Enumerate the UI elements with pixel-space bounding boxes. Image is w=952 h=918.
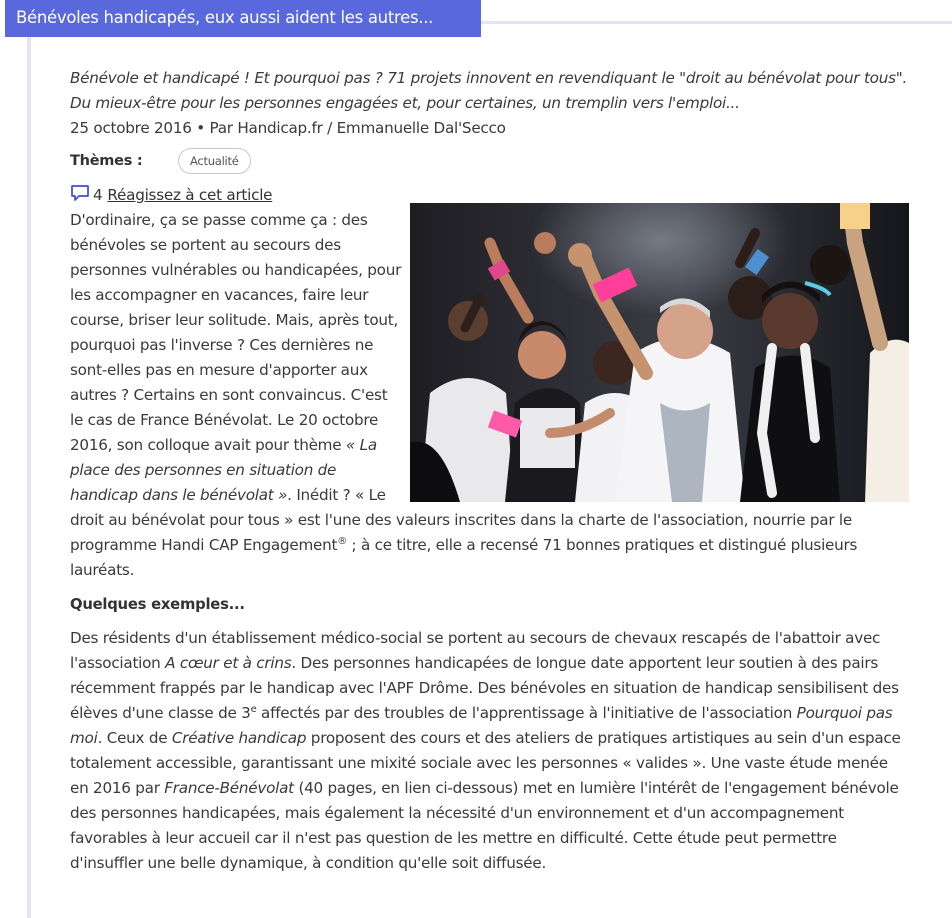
theme-tag-actualite[interactable]: Actualité [178, 148, 251, 174]
colloquium-theme: « La place des personnes en situation de handicap dans le bénévolat » [70, 436, 377, 504]
paragraph-examples [70, 626, 910, 876]
org-a-coeur-et-a-crins: A cœur et à crins [165, 654, 292, 672]
ordinal-superscript: e [250, 703, 257, 715]
article-lede: Bénévole et handicapé ! Et pourquoi pas ? 71 projets innovent en revendiquant le "droit au bénévolat pour tous". Du mieux-être pour les personnes engagées et, pour certaines, un tremplin vers l'emploi... [70, 69, 908, 112]
examples-text-5: proposent des cours et des ateliers de pratiques artistiques au sein d'un espace totalement accessible, garantissant une mixité sociale avec les personnes « valides ». Une vaste étude menée en 2016 par [70, 729, 901, 797]
intro-text-1: D'ordinaire, ça se passe comme ça : des bénévoles se portent au secours des personnes vulnérables ou handicapées, pour les accompagner en vacances, faire leur course, briser leur solitude. Mais, après tout, pourquoi pas l'inverse ? Ces dernières ne sont-elles pas en mesure d'apporter aux autres ? Certains en sont convaincus. C'est le cas de France Bénévolat. Le 20 octobre 2016, son colloque avait pour thème [70, 211, 402, 454]
themes-row [70, 147, 910, 175]
article-photo [410, 203, 909, 502]
examples-text-1: Des résidents d'un établissement médico-social se portent au secours de chevaux rescapés de l'abattoir avec l'association [70, 629, 881, 672]
examples-text-6: (40 pages, en lien ci-dessous) met en lumière l'intérêt de l'engagement bénévole des personnes handicapées, mais également la nécessité d'un environnement et d'un accompagnement favorables à leur accueil car il n'est pas question de les mettre en difficulté. Cette étude peut permettre d'insuffler une belle dynamique, à condition qu'elle soit diffusée. [70, 779, 899, 872]
title-divider [481, 21, 952, 24]
comment-count: 4 [93, 186, 103, 204]
article-title: Bénévoles handicapés, eux aussi aident les autres... [5, 0, 481, 37]
themes-label: Thèmes : [70, 152, 143, 169]
comment-icon[interactable] [70, 184, 90, 202]
article-meta: 25 octobre 2016 • Par Handicap.fr / Emmanuelle Dal'Secco [70, 119, 506, 137]
article-body [70, 66, 910, 876]
comment-link[interactable]: Réagissez à cet article [107, 186, 273, 204]
org-pourquoi-pas-moi: Pourquoi pas moi [70, 704, 893, 747]
examples-text-3: affectés par des troubles de l'apprentissage à l'initiative de l'association [256, 704, 797, 722]
org-france-benevolat: France-Bénévolat [164, 779, 294, 797]
content-left-border [27, 37, 31, 918]
intro-text-3: ; à ce titre, elle a recensé 71 bonnes pratiques et distingué plusieurs lauréats. [70, 536, 858, 579]
examples-text-2: . Des personnes handicapées de longue date apportent leur soutien à des pairs récemment frappés par le handicap avec l'APF Drôme. Des bénévoles en situation de handicap sensibilisent des élèves d'une classe de 3 [70, 654, 899, 722]
examples-text-4: . Ceux de [97, 729, 172, 747]
section-heading: Quelques exemples... [70, 596, 245, 613]
intro-text-2: . Inédit ? « Le droit au bénévolat pour tous » est l'une des valeurs inscrites dans la charte de l'association, nourrie par le programme Handi CAP Engagement [70, 486, 852, 554]
registered-mark: ® [337, 535, 347, 547]
org-creative-handicap: Créative handicap [171, 729, 307, 747]
